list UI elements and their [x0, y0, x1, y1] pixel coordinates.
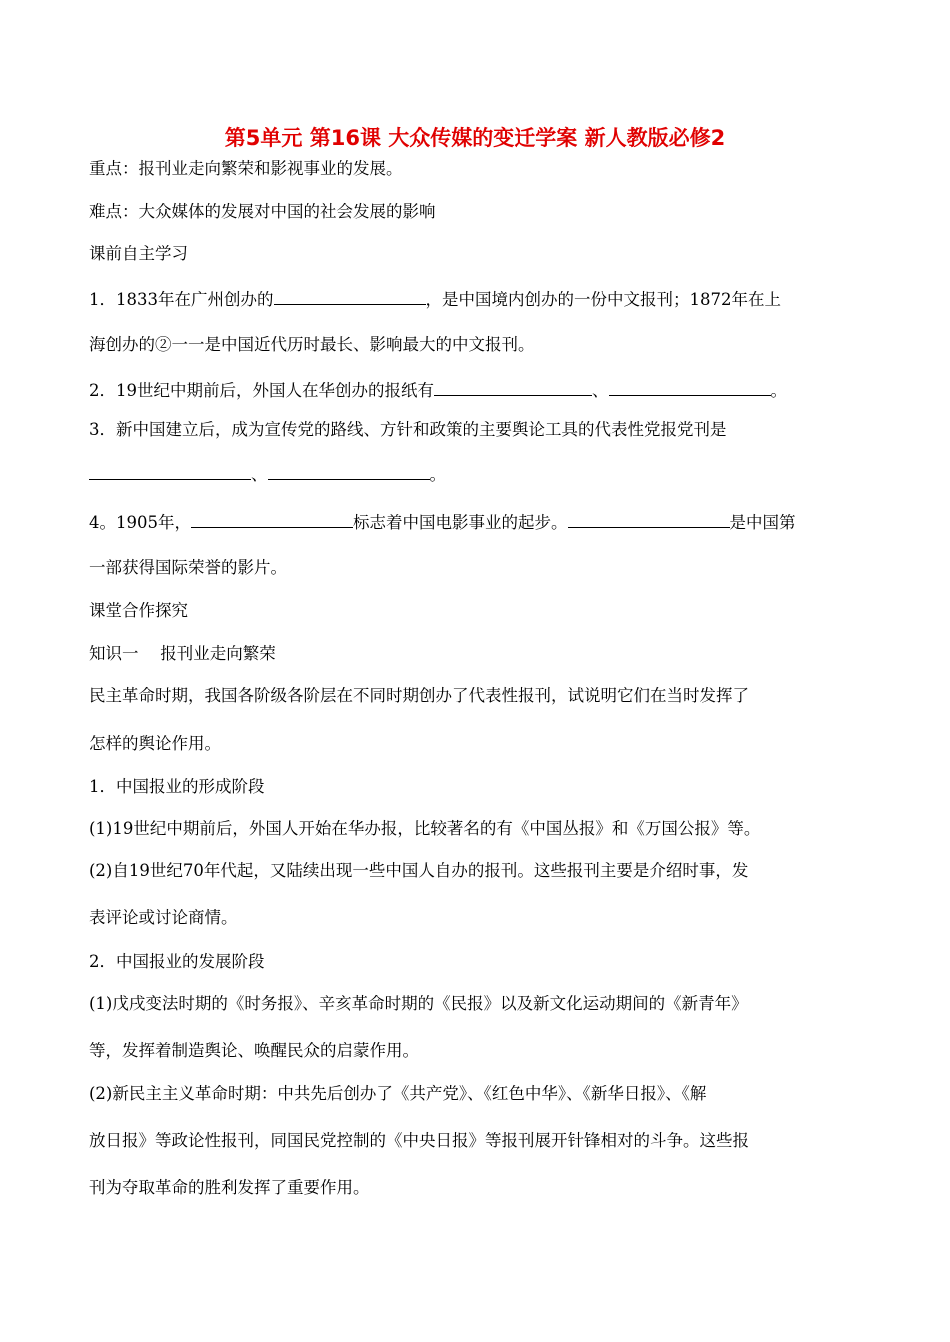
- question-2: [89, 378, 787, 402]
- knowledge-1-heading: 知识一 报刊业走向繁荣: [89, 644, 276, 663]
- q2-text-a: 2．19世纪中期前后，外国人在华创办的报纸有: [89, 381, 434, 400]
- section-1-para-1: (1)19世纪中期前后，外国人开始在华办报，比较著名的有《中国丛报》和《万国公报》等。: [89, 819, 761, 838]
- section-2-title: 2．中国报业的发展阶段: [89, 952, 265, 971]
- in-class-heading: 课堂合作探究: [89, 601, 188, 620]
- section-2-para-2-line-3: 刊为夺取革命的胜利发挥了重要作用。: [89, 1178, 370, 1197]
- q4-blank-1[interactable]: [191, 510, 353, 528]
- question-4-line-1: [89, 510, 796, 534]
- question-1-line-2: 海创办的②一一是中国近代历时最长、影响最大的中文报刊。: [89, 335, 535, 354]
- q2-blank-1[interactable]: [434, 378, 592, 396]
- q3-sep: 、: [251, 465, 268, 484]
- section-1-para-2-line-2: 表评论或讨论商情。: [89, 908, 238, 927]
- q2-blank-2[interactable]: [609, 378, 771, 396]
- intro-line-2: 怎样的舆论作用。: [89, 734, 221, 753]
- section-1-title: 1．中国报业的形成阶段: [89, 777, 265, 796]
- q4-text-a: 4。1905年，: [89, 513, 191, 532]
- question-3-line-2: [89, 462, 446, 486]
- q3-end: 。: [429, 465, 446, 484]
- question-1-line-1: [89, 287, 781, 311]
- q4-blank-2[interactable]: [568, 510, 730, 528]
- question-3-line-1: 3．新中国建立后，成为宣传党的路线、方针和政策的主要舆论工具的代表性党报党刊是: [89, 420, 727, 439]
- q4-text-c: 是中国第: [729, 513, 796, 532]
- section-2-para-2-line-1: (2)新民主主义革命时期：中共先后创办了《共产党》、《红色中华》、《新华日报》、《解: [89, 1084, 707, 1103]
- q1-text-a: 1．1833年在广州创办的: [89, 290, 274, 309]
- key-point: 重点：报刊业走向繁荣和影视事业的发展。: [89, 159, 403, 178]
- question-4-line-2: 一部获得国际荣誉的影片。: [89, 558, 287, 577]
- q1-blank-1[interactable]: [274, 287, 426, 305]
- pre-class-heading: 课前自主学习: [89, 244, 188, 263]
- q3-blank-2[interactable]: [268, 462, 430, 480]
- section-2-para-1-line-1: (1)戊戌变法时期的《时务报》、辛亥革命时期的《民报》以及新文化运动期间的《新青年》: [89, 994, 748, 1013]
- section-2-para-1-line-2: 等，发挥着制造舆论、唤醒民众的启蒙作用。: [89, 1041, 419, 1060]
- q3-blank-1[interactable]: [89, 462, 251, 480]
- page-title: 第5单元 第16课 大众传媒的变迁学案 新人教版必修2: [224, 126, 726, 150]
- intro-line-1: 民主革命时期，我国各阶级各阶层在不同时期创办了代表性报刊，试说明它们在当时发挥了: [89, 686, 749, 705]
- difficulty-point: 难点：大众媒体的发展对中国的社会发展的影响: [89, 202, 436, 221]
- section-1-para-2-line-1: (2)自19世纪70年代起，又陆续出现一些中国人自办的报刊。这些报刊主要是介绍时事，发: [89, 861, 749, 880]
- q1-text-b: ，是中国境内创办的一份中文报刊；1872年在上: [425, 290, 781, 309]
- q2-sep: 、: [592, 381, 609, 400]
- section-2-para-2-line-2: 放日报》等政论性报刊，同国民党控制的《中央日报》等报刊展开针锋相对的斗争。这些报: [89, 1131, 749, 1150]
- q2-end: 。: [770, 381, 787, 400]
- q4-text-b: 标志着中国电影事业的起步。: [353, 513, 568, 532]
